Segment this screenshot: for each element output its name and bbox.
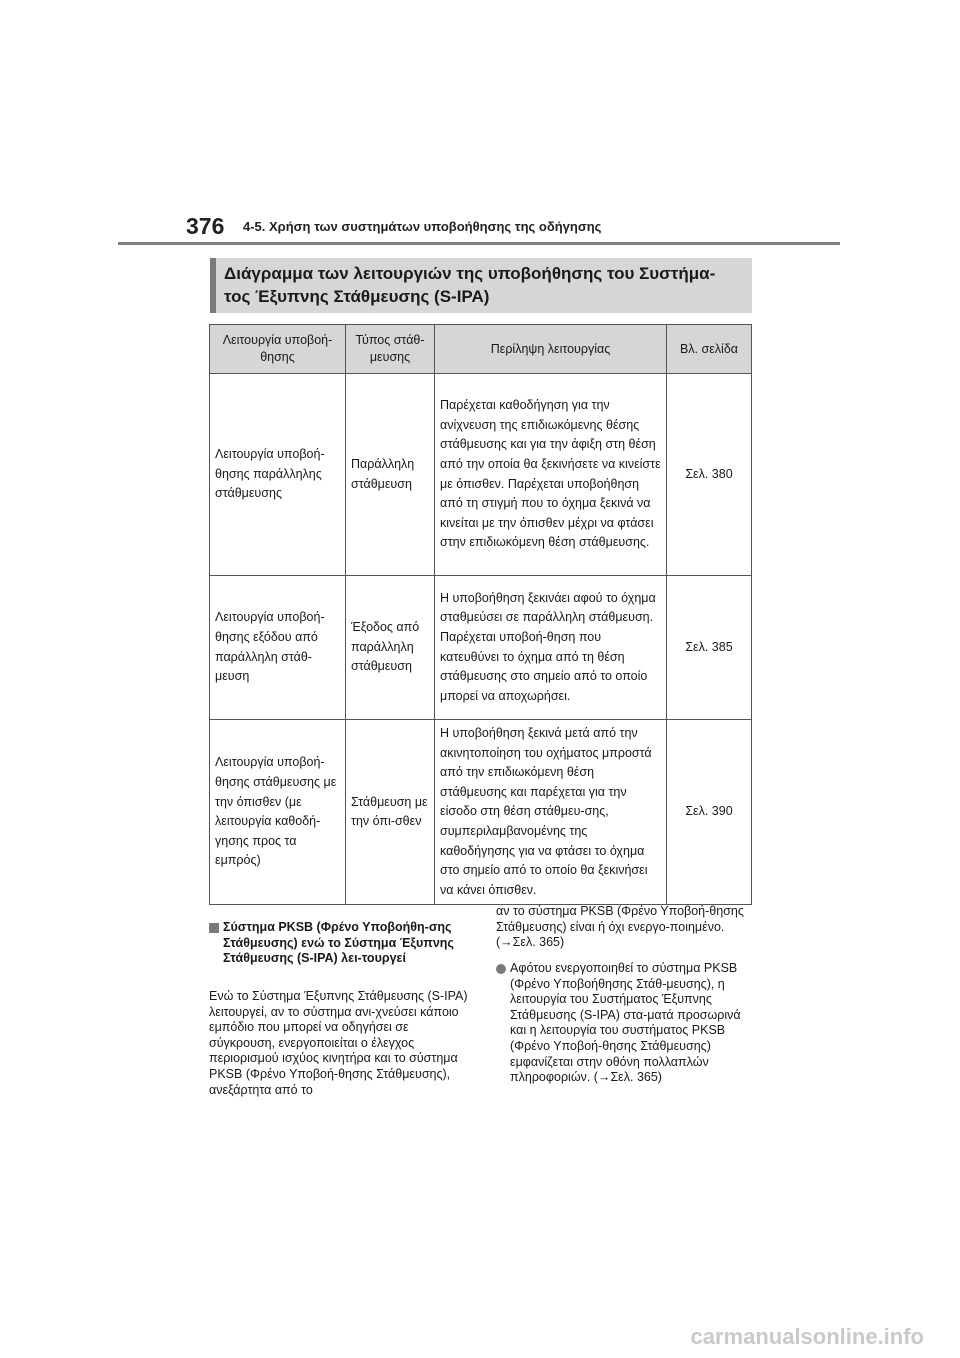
cell-summary: Η υποβοήθηση ξεκινάει αφού το όχημα σταθμεύσει σε παράλληλη στάθμευση. Παρέχεται υποβοή-θηση που κατευθύνει το όχημα από τη θέση στάθμευσης στο σημείο από το οποίο μπορεί να αποχωρήσει. (435, 576, 667, 720)
page-number: 376 (186, 213, 225, 239)
section-title-line-2: τος Έξυπνης Στάθμευσης (S-IPA) (224, 287, 490, 306)
table-row (210, 374, 752, 576)
square-bullet-icon (209, 923, 219, 933)
table-row (210, 576, 752, 720)
pksb-subheading-text: Σύστημα PKSB (Φρένο Υποβοήθη-σης Στάθμευσης) ενώ το Σύστημα Έξυπνης Στάθμευσης (S-IPA) λει-τουργεί (223, 920, 454, 966)
header-summary: Περίληψη λειτουργίας (435, 325, 667, 374)
watermark: carmanualsonline.info (690, 1324, 924, 1349)
section-heading: 4-5. Χρήση των συστημάτων υποβοήθησης της οδήγησης (243, 219, 602, 234)
cell-page-ref: Σελ. 385 (667, 576, 752, 720)
cell-parking-type: Έξοδος από παράλληλη στάθμευση (346, 576, 435, 720)
cell-parking-type: Στάθμευση με την όπι-σθεν (346, 720, 435, 905)
table-row (210, 720, 752, 905)
cell-summary: Παρέχεται καθοδήγηση για την ανίχνευση της επιδιωκόμενης θέσης στάθμευσης και για την άφιξη στη θέση από την οποία θα ξεκινήσετε να κινείστε με όπισθεν. Παρέχεται υποβοήθηση από τη στιγμή που το όχημα ξεκινά να κινείται με την όπισθεν μέχρι να φτάσει στην επιδιωκόμενη θέση στάθμευσης. (435, 374, 667, 576)
cell-parking-type: Παράλληλη στάθμευση (346, 374, 435, 576)
header-divider (118, 242, 840, 245)
cell-summary: Η υποβοήθηση ξεκινά μετά από την ακινητοποίηση του οχήματος μπροστά από την επιδιωκόμενη θέση στάθμευσης και παρέχεται για την είσοδο στη θέση στάθμευ-σης, συμπεριλαμβανομένης της καθοδήγησης για να φτάσει το όχημα στο σημείο από το οποίο θα ξεκινήσει να κάνει όπισθεν. (435, 720, 667, 905)
cell-function: Λειτουργία υποβοή-θησης στάθμευσης με την όπισθεν (με λειτουργία καθοδή-γησης προς τα εμπρός) (210, 720, 346, 905)
section-title (210, 258, 752, 313)
header-function: Λειτουργία υποβοή-θησης (210, 325, 346, 374)
pksb-subheading (209, 920, 471, 967)
cell-function: Λειτουργία υποβοή-θησης παράλληλης στάθμευσης (210, 374, 346, 576)
header-page: Βλ. σελίδα (667, 325, 752, 374)
cell-page-ref: Σελ. 380 (667, 374, 752, 576)
pksb-note-text: Αφότου ενεργοποιηθεί το σύστημα PKSB (Φρένο Υποβοήθησης Στάθ-μευσης), η λειτουργία του Συστήματος Έξυπνης Στάθμευσης (S-IPA) στα-ματά προσωρινά και η λειτουργία του συστήματος PKSB (Φρένο Υποβοή-θησης Στάθμευσης) εμφανίζεται στην οθόνη πολλαπλών πληροφοριών. (→Σελ. 365) (510, 961, 741, 1085)
table-header-row (210, 325, 752, 374)
cell-function: Λειτουργία υποβοή-θησης εξόδου από παράλληλη στάθ-μευση (210, 576, 346, 720)
section-title-line-1: Διάγραμμα των λειτουργιών της υποβοήθησης του Συστήμα- (224, 264, 716, 283)
header-parking-type: Τύπος στάθ-μευσης (346, 325, 435, 374)
pksb-body-continuation: αν το σύστημα PKSB (Φρένο Υποβοή-θησης Στάθμευσης) είναι ή όχι ενεργο-ποιημένο. (→Σελ. 365) (496, 904, 744, 950)
functions-table (209, 324, 752, 905)
circle-bullet-icon (496, 964, 506, 974)
pksb-note-bullet (496, 961, 754, 1086)
pksb-body-text: Ενώ το Σύστημα Έξυπνης Στάθμευσης (S-IPA) λειτουργεί, αν το σύστημα ανι-χνεύσει κάποιο εμπόδιο που μπορεί να οδηγήσει σε σύγκρουση, ενεργοποιείται ο έλεγχος περιορισμού ισχύος κινητήρα και το σύστημα PKSB (Φρένο Υποβοή-θησης Στάθμευσης), ανεξάρτητα από το (209, 989, 468, 1097)
cell-page-ref: Σελ. 390 (667, 720, 752, 905)
